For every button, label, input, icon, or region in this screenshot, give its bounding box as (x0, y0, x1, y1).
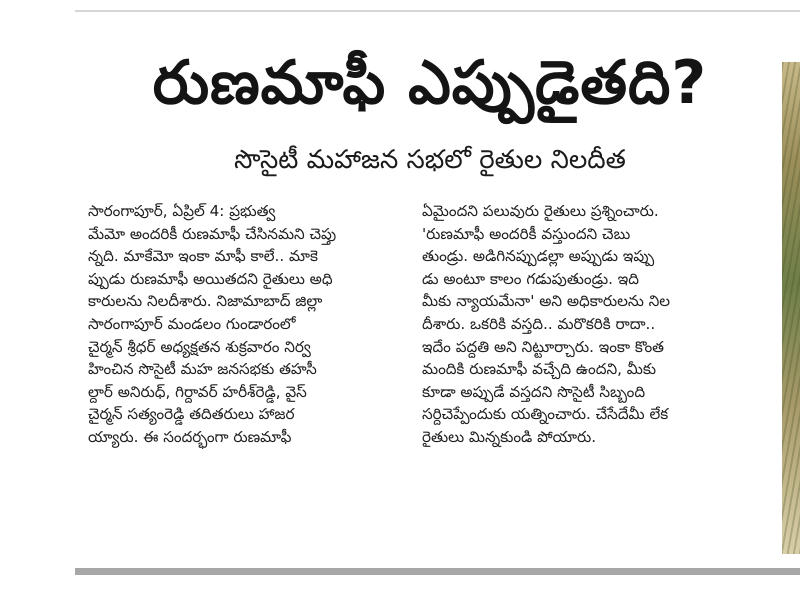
article-column-left (88, 200, 418, 449)
article-line: తుండ్రు. అడిగినప్పుడల్లా అప్పుడు ఇప్పు (422, 247, 655, 266)
article-line: న్నది. మాకేమో ఇంకా మాఫీ కాలే.. మాకె (88, 247, 318, 266)
article-line: య్యారు. ఈ సందర్భంగా రుణమాఫీ (88, 427, 292, 446)
article-line: మందికి రుణమాఫీ వచ్చేది ఉందని, మీకు (422, 360, 657, 379)
article-line: దీశారు. ఒకరికి వస్తది.. మరొకరికి రాదా.. (422, 314, 656, 333)
article-line: ప్పుడు రుణమాఫీ అయితదని రైతులు అధి (88, 269, 333, 288)
bottom-divider (75, 568, 800, 575)
article-line: సర్దిచెప్పేందుకు యత్నించారు. చేసేదేమీ లేక (422, 405, 669, 424)
article-line: రైతులు మిన్నకుండి పోయారు. (422, 427, 597, 446)
article-line: కూడా అప్పుడే వస్తదని సొసైటీ సిబ్బంది (422, 382, 646, 401)
article-line: డు అంటూ కాలం గడుపుతుండ్రు. ఇది (422, 269, 639, 288)
article-line: ల్దార్ అనిరుధ్, గిర్దావర్ హరీశ్‌రెడ్డి, వైస్ (88, 382, 307, 401)
article-line: ఇదేం పద్ధతి అని నిట్టూర్చారు. ఇంకా కొంత (422, 337, 664, 356)
article-line: చైర్మన్ సత్యంరెడ్డి తదితరులు హాజర (88, 405, 295, 424)
article-line: ఏమైందని పలువురు రైతులు ప్రశ్నించారు. (422, 202, 659, 220)
article-subheadline: సొసైటీ మహాజన సభలో రైతుల నిలదీత (234, 145, 626, 175)
top-divider (75, 10, 800, 12)
crop-field-photo-edge (782, 62, 800, 554)
article-line: చైర్మన్ శ్రీధర్ అధ్యక్షతన శుక్రవారం నిర్వ (88, 337, 311, 356)
article-column-right (422, 200, 752, 449)
article-headline: రుణమాఫీ ఎప్పుడైతది? (152, 48, 708, 118)
article-line: మీకు న్యాయమేనా' అని అధికారులను నిల (422, 292, 671, 311)
article-line: సారంగాపూర్ మండలం గుండారంలో (88, 314, 296, 333)
article-line: మేమో అందరికీ రుణమాఫీ చేసినమని చెప్తు (88, 224, 337, 243)
article-line: 'రుణమాఫీ అందరికీ వస్తుందని చెబు (422, 224, 631, 243)
article-line: కారులను నిలదీశారు. నిజామాబాద్ జిల్లా (88, 292, 323, 311)
article-line: సారంగాపూర్, ఏప్రిల్ 4: ప్రభుత్వ (88, 202, 276, 220)
article-line: హించిన సొసైటీ మహ జనసభకు తహసీ (88, 360, 317, 379)
